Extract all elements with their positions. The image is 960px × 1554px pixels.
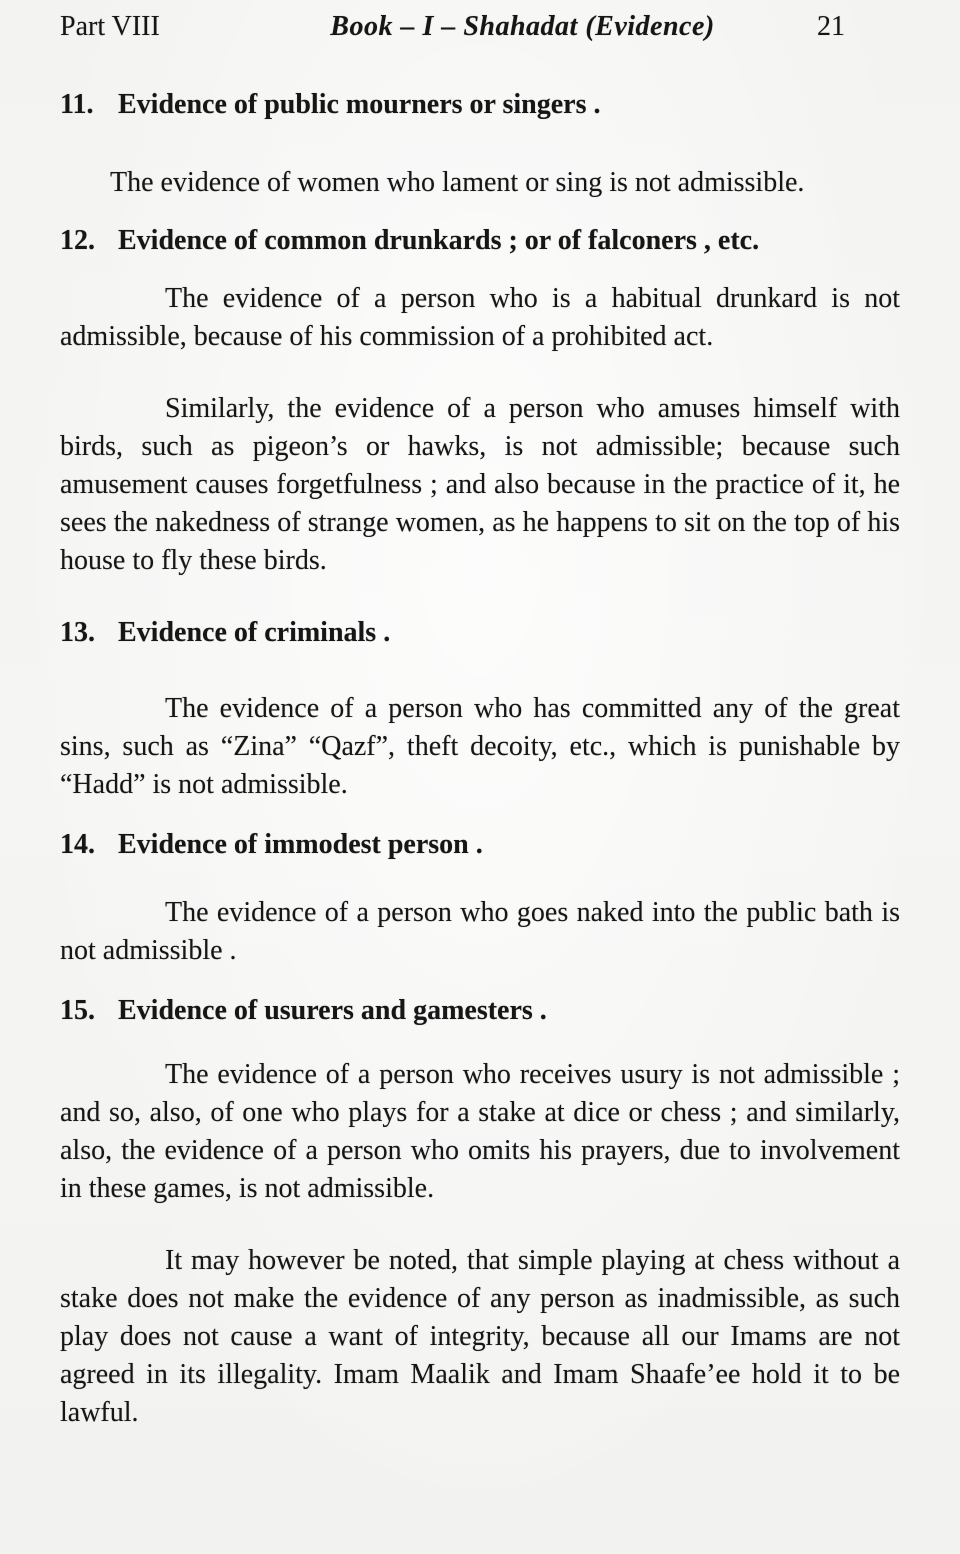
section-12: [60, 224, 900, 580]
paragraph: The evidence of a person who is a habitual drunkard is not admissible, because of his commission of a prohibited act.: [60, 283, 900, 352]
section-number: 11.: [60, 89, 94, 120]
section-heading: [60, 616, 900, 650]
part-label: Part VIII: [60, 11, 160, 42]
paragraph: Similarly, the evidence of a person who amuses himself with birds, such as pigeon’s or hawks, is not admissible; because such amusement causes forgetfulness ; and also because in the practice of it, he sees the nakedness of strange women, as he happens to sit on the top of his house to fly these birds.: [60, 393, 900, 576]
paragraph: The evidence of a person who goes naked into the public bath is not admissible .: [60, 897, 900, 966]
section-number: 14.: [60, 829, 95, 860]
book-title: Book – I – Shahadat (Evidence): [330, 11, 715, 42]
section-15: [60, 994, 900, 1432]
page-number: 21: [817, 11, 845, 42]
section-title: Evidence of common drunkards ; or of falconers , etc.: [118, 225, 760, 256]
paragraph: The evidence of a person who receives usury is not admissible ; and so, also, of one who plays for a stake at dice or chess ; and similarly, also, the evidence of a person who omits his prayers, due to involvement in these games, is not admissible.: [60, 1059, 900, 1204]
paragraph: It may however be noted, that simple playing at chess without a stake does not make the evidence of any person as inadmissible, as such play does not cause a want of integrity, because all our Imams are not agreed in its illegality. Imam Maalik and Imam Shaafe’ee hold it to be lawful.: [60, 1245, 900, 1428]
paragraph: The evidence of a person who has committed any of the great sins, such as “Zina” “Qazf”, theft decoity, etc., which is punishable by “Hadd” is not admissible.: [60, 693, 900, 800]
section-heading: [60, 224, 900, 258]
section-14: [60, 828, 900, 970]
section-title: Evidence of usurers and gamesters .: [118, 995, 547, 1026]
section-number: 15.: [60, 995, 95, 1026]
section-heading: [60, 994, 900, 1028]
section-heading: [60, 88, 900, 122]
section-title: Evidence of criminals .: [118, 617, 391, 648]
section-11: [60, 88, 900, 202]
section-heading: [60, 828, 900, 862]
section-title: Evidence of public mourners or singers .: [118, 89, 601, 120]
section-title: Evidence of immodest person .: [118, 829, 483, 860]
paragraph: The evidence of women who lament or sing is not admissible.: [110, 167, 805, 198]
section-13: [60, 616, 900, 804]
section-number: 12.: [60, 225, 95, 256]
page-header: [60, 10, 900, 44]
section-number: 13.: [60, 617, 95, 648]
